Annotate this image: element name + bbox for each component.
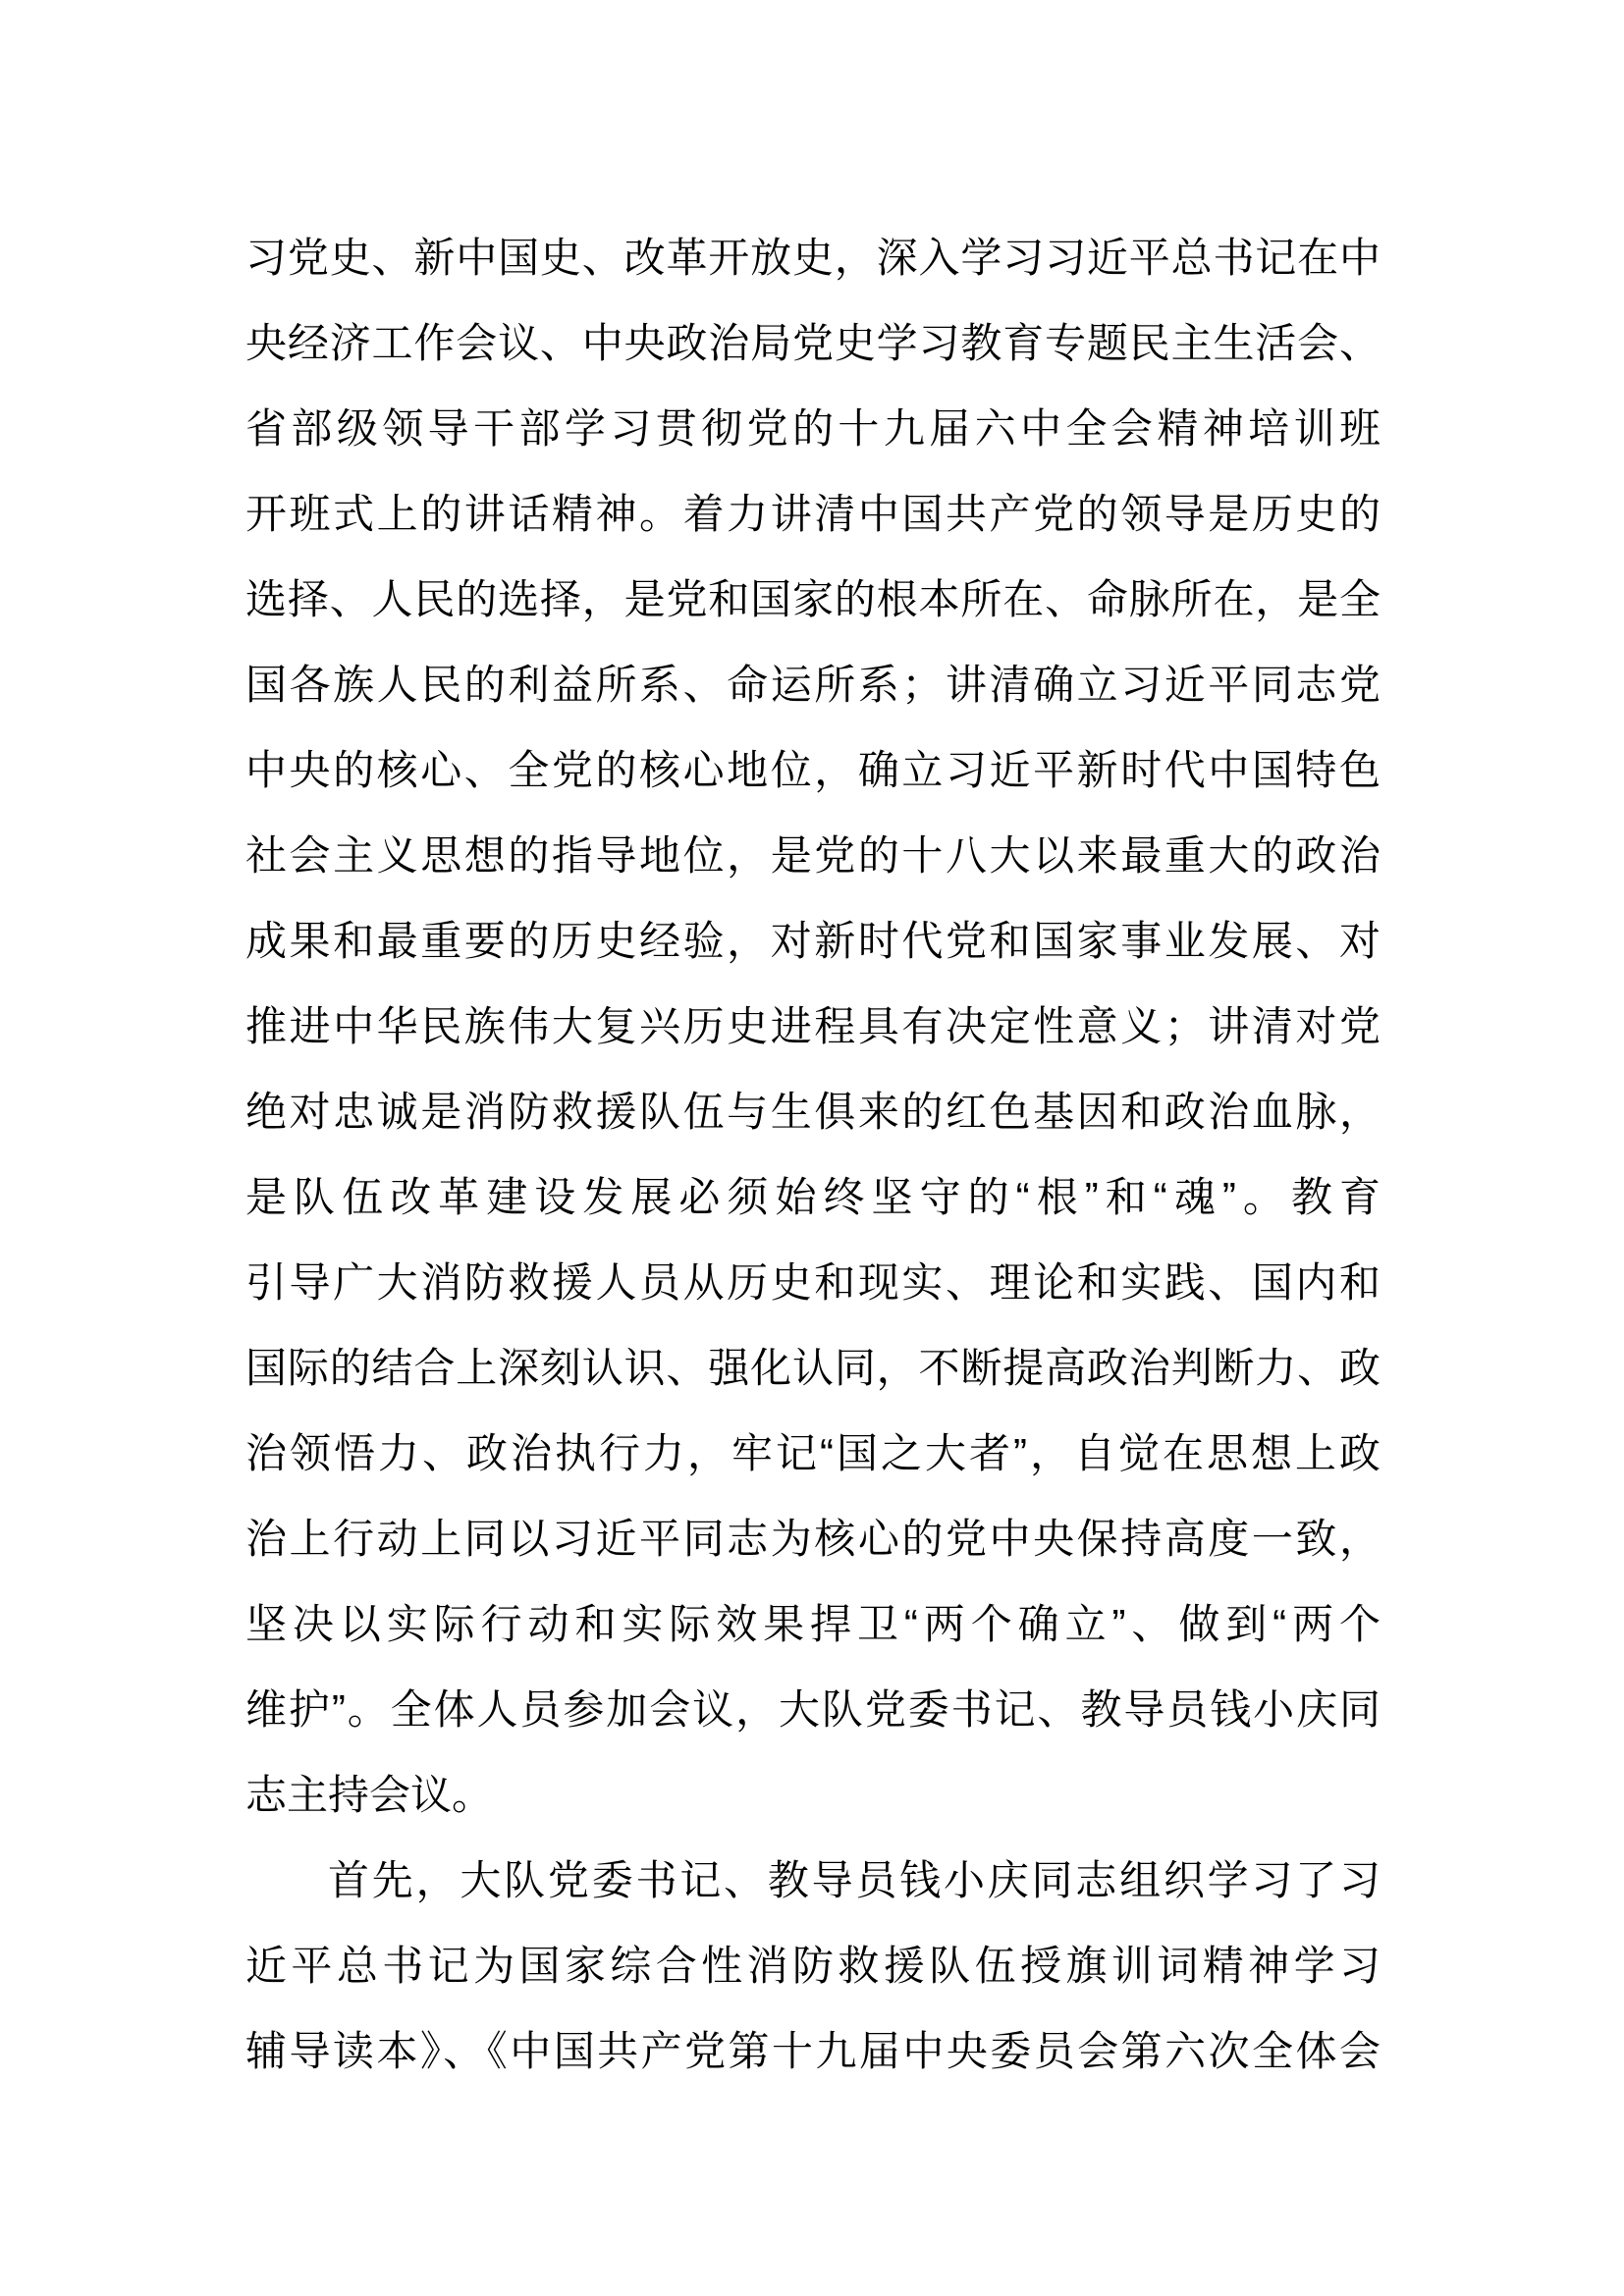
text-line: 近平总书记为国家综合性消防救援队伍授旗训词精神学习 <box>245 1943 1380 1989</box>
text-line: 推进中华民族伟大复兴历史进程具有决定性意义；讲清对党 <box>245 1003 1380 1049</box>
text-line: 选择、人民的选择，是党和国家的根本所在、命脉所在，是全 <box>245 576 1380 622</box>
text-line: 志主持会议。 <box>245 1772 494 1818</box>
text-line: 首先，大队党委书记、教导员钱小庆同志组织学习了习 <box>328 1857 1380 1903</box>
text-line: 引导广大消防救援人员从历史和现实、理论和实践、国内和 <box>245 1259 1380 1306</box>
paragraph-1 <box>245 215 1380 1838</box>
text-line: 社会主义思想的指导地位，是党的十八大以来最重大的政治 <box>245 832 1380 879</box>
text-line: 坚决以实际行动和实际效果捍卫“两个确立”、做到“两个 <box>245 1601 1380 1647</box>
text-line: 治领悟力、政治执行力，牢记“国之大者”，自觉在思想上政 <box>245 1430 1380 1476</box>
text-line: 省部级领导干部学习贯彻党的十九届六中全会精神培训班 <box>245 405 1380 452</box>
text-line: 治上行动上同以习近平同志为核心的党中央保持高度一致， <box>245 1516 1380 1562</box>
text-line: 辅导读本》、《中国共产党第十九届中央委员会第六次全体会 <box>245 2028 1380 2074</box>
paragraph-2 <box>245 1838 1380 2094</box>
text-line: 是队伍改革建设发展必须始终坚守的“根”和“魂”。教育 <box>245 1174 1380 1220</box>
text-line: 开班式上的讲话精神。着力讲清中国共产党的领导是历史的 <box>245 491 1380 537</box>
text-line: 习党史、新中国史、改革开放史，深入学习习近平总书记在中 <box>245 235 1380 281</box>
text-line: 国际的结合上深刻认识、强化认同，不断提高政治判断力、政 <box>245 1345 1380 1391</box>
text-line: 国各族人民的利益所系、命运所系；讲清确立习近平同志党 <box>245 662 1380 708</box>
text-line: 绝对忠诚是消防救援队伍与生俱来的红色基因和政治血脉， <box>245 1089 1380 1135</box>
text-line: 成果和最重要的历史经验，对新时代党和国家事业发展、对 <box>245 918 1380 964</box>
text-line: 维护”。全体人员参加会议，大队党委书记、教导员钱小庆同 <box>245 1686 1380 1733</box>
text-line: 中央的核心、全党的核心地位，确立习近平新时代中国特色 <box>245 747 1380 793</box>
document-text <box>245 215 1380 2094</box>
text-line: 央经济工作会议、中央政治局党史学习教育专题民主生活会、 <box>245 320 1380 366</box>
